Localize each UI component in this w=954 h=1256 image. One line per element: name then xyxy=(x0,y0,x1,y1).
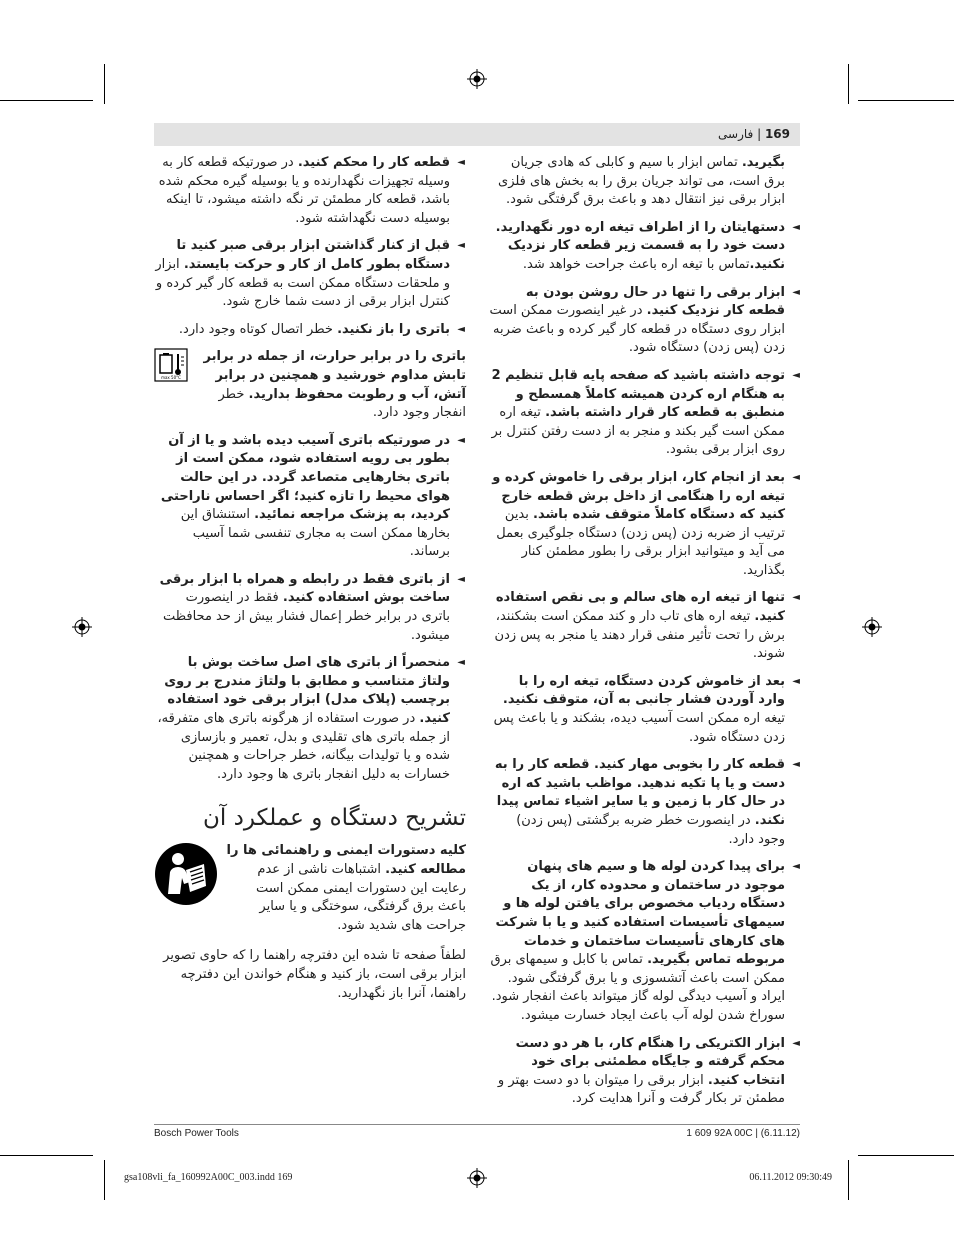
crop-mark xyxy=(104,64,105,104)
safety-item xyxy=(488,589,801,663)
bullet-triangle-icon: ◄ xyxy=(457,157,465,168)
safety-item xyxy=(488,673,801,747)
safety-item-text: ابزار و ملحقات دستگاه ممکن است به قطعه کار گیر کرده و کنترل ابزار برقی از دست شما خارج شود. xyxy=(155,256,450,310)
safety-item-bold: باتری را باز نکنید. xyxy=(337,321,450,337)
warning-text: خطر انفجار وجود دارد. xyxy=(218,386,466,421)
bullet-triangle-icon: ◄ xyxy=(457,323,465,335)
bullet-triangle-icon: ◄ xyxy=(457,573,465,585)
safety-item-text: فقط در اینصورت باتری در برابر خطر إعمال فشار بیش از حد محافظت میشود. xyxy=(162,590,450,643)
slug-file-name: gsa108vli_fa_160992A00C_003.indd 169 xyxy=(124,1172,293,1183)
safety-item xyxy=(488,469,801,581)
safety-item xyxy=(488,219,801,275)
read-manual-notice xyxy=(154,842,466,935)
safety-item-text: تماس با کابل و سیمهای برق ممکن است باعث آتشسوزی و یا برق گرفتگی شود. ایراد و آسیب دیدگی لوله گاز میتواند باعث انفجار شود. سوراخ شدن لوله آب باعث ایجاد خسارت میشود. xyxy=(490,952,785,1023)
footer-divider xyxy=(154,1124,800,1125)
battery-heat-warning xyxy=(154,348,466,422)
slug-date: 06.11.2012 09:30:49 xyxy=(749,1172,832,1183)
crop-mark xyxy=(104,1160,105,1200)
bullet-triangle-icon: ◄ xyxy=(792,861,800,873)
safety-item-text: در اینصورت خطر ضربه برگشتی (پس زدن) وجود دارد. xyxy=(516,813,785,847)
left-column xyxy=(154,154,466,1012)
safety-item xyxy=(488,284,801,358)
footer-doc-code: 1 609 92A 00C | (6.11.12) xyxy=(686,1128,800,1139)
page-header xyxy=(154,123,800,146)
safety-item-text: خطر اتصال کوتاه وجود دارد. xyxy=(178,321,338,337)
safety-item-text: تیغه اره ممکن است آسیب دیده، بشکند و یا باعث پس زدن دستگاه شود. xyxy=(493,711,785,745)
registration-mark-icon xyxy=(467,1168,487,1188)
safety-item xyxy=(154,571,466,645)
registration-mark-icon xyxy=(467,69,487,89)
safety-item-bold: از باتری فقط در رابطه و همراه با ابزار برقی ساخت بوش استفاده کنید. xyxy=(159,571,450,606)
page-number: 169 xyxy=(764,127,790,141)
manual-notice-bold: کلیه دستورات ایمنی و راهنمائی ها را مطالعه کنید. xyxy=(226,843,466,877)
safety-item xyxy=(488,367,801,460)
bullet-triangle-icon: ◄ xyxy=(792,471,800,483)
bullet-triangle-icon: ◄ xyxy=(792,286,800,298)
safety-item-bold: قطعه کار را بخوبی مهار کنید. قطعه کار را به دست و یا پا تکیه ندهید. مواظب باشید که اره در حال کار با زمین و یا سایر اشیاء تماس پیدا نکند. xyxy=(494,757,785,828)
bullet-triangle-icon: ◄ xyxy=(792,1037,800,1049)
bullet-triangle-icon: ◄ xyxy=(792,675,800,687)
safety-item xyxy=(488,756,801,849)
safety-item xyxy=(154,654,466,784)
safety-item-bold: در صورتیکه باتری آسیب دیده باشد و یا از آن بطور بی رویه استفاده شود، ممکن است از باتری بخارهایی متصاعد گردد. در این حالت هوای محیط را تازه کنید؛ اگر احساس ناراحتی کردید، به پزشک مراجعه نمائید. xyxy=(160,432,450,523)
battery-temperature-icon xyxy=(154,348,188,382)
manual-notice-text: اشتباهات ناشی از عدم رعایت این دستورات ایمنی ممکن است باعث برق گرفتگی، سوختگی و یا سایر جراحت های شدید شود. xyxy=(256,862,466,933)
crop-mark xyxy=(858,1155,954,1156)
bullet-triangle-icon: ◄ xyxy=(457,434,465,446)
safety-item-text: تماس ابزار با سیم و کابلی که هادی جریان برق است، می تواند جریان برق را به بخش های فلزی ابزار برقی نیز انتقال دهد و باعث برق گرفتگی شود. xyxy=(498,155,785,208)
safety-item xyxy=(488,154,801,210)
safety-item-bold: قطعه کار را محکم کنید. xyxy=(297,155,450,170)
footer-brand: Bosch Power Tools xyxy=(154,1128,239,1139)
registration-mark-icon xyxy=(72,617,92,637)
safety-item-bold: توجه داشته باشید که صفحه پایه قابل تنظیم 2 به هنگام اره کردن همیشه کاملاً همسطح و منطبق به قطعه کار قرار داشته باشد. xyxy=(491,367,785,421)
registration-mark-icon xyxy=(862,617,882,637)
bullet-triangle-icon: ◄ xyxy=(792,759,800,771)
safety-item-bold: ابزار الکتریکی را هنگام کار، با هر دو دست محکم گرفته و جایگاه مطمئنی برای خود انتخاب کنید. xyxy=(515,1035,785,1088)
bullet-triangle-icon: ◄ xyxy=(792,592,800,604)
bullet-triangle-icon: ◄ xyxy=(792,369,800,381)
safety-item xyxy=(154,237,466,311)
safety-item-text: استنشاق این بخارها ممکن است به مجاری تنفسی شما آسیب برساند. xyxy=(180,507,450,560)
safety-item-text: در صورتیکه قطعه کار به وسیله تجهیزات نگهدارنده و یا بوسیله گیره محکم شده باشد، قطعه کار مطمئن تر نگه داشته میشود، تا اینکه بوسیله دست نگهداشته شود. xyxy=(158,155,450,226)
safety-item xyxy=(154,154,466,228)
section-title: تشریح دستگاه و عملکرد آن xyxy=(203,805,466,832)
crop-mark xyxy=(0,100,93,101)
bullet-triangle-icon: ◄ xyxy=(792,221,800,233)
closing-paragraph: لطفاً صفحه تا شده این دفترچه راهنما را که حاوی تصویر ابزار برقی است، باز کنید و هنگام خواندن این دفترچه راهنما، آنرا باز نگهدارید. xyxy=(163,948,466,1001)
crop-mark xyxy=(0,1155,93,1156)
crop-mark xyxy=(848,64,849,104)
page-header-text: 169 | فارسی xyxy=(718,127,790,141)
safety-item xyxy=(488,858,801,1025)
safety-item-bold: بعد از انجام کار، ابزار برقی را خاموش کرده و تیغه اره را هنگامی از داخل برش قطعه خارج کنید که دستگاه کاملاً متوقف شده باشد. xyxy=(492,469,785,523)
safety-item-bold: ابزار برقی را تنها در حال روشن بودن به قطعه کار نزدیک کنید. xyxy=(525,284,785,319)
crop-mark xyxy=(848,1160,849,1200)
page-language: فارسی xyxy=(718,127,754,141)
safety-item-bold: منحصراً از باتری های اصل ساخت بوش با ولتاژ متناسب و مطابق با ولتاژ مندرج بر روی برچسب (پلاک مدل) ابزار برقی خود استفاده کنید. xyxy=(164,655,450,727)
bullet-triangle-icon: ◄ xyxy=(457,657,465,669)
safety-item-text: تیغه اره های تاب دار و کند ممکن است بشکنند، برش را تحت تأثیر منفی قرار دهند یا منجر به پس زدن شوند. xyxy=(494,609,785,662)
safety-item-text: ابزار برقی را میتوان با دو دست بهتر و مطمئن تر بکار گرفت و آنرا هدایت کرد. xyxy=(497,1072,785,1107)
safety-item-bold: قبل از کنار گذاشتن ابزار برقی صبر کنید تا دستگاه بطور کامل از کار و حرکت بایستد. xyxy=(176,238,450,272)
safety-item-text: در صورت استفاده از هرگونه باتری های متفرقه، از جمله باتری های تقلیدی و بدل، تعمیر و بازسازی شده و یا تولیدات بیگانه، خطر جراحات و همچنین خسارات به دلیل انفجار باتری ها وجود دارد. xyxy=(157,711,450,782)
bullet-triangle-icon: ◄ xyxy=(457,240,465,252)
warning-bold: باتری را در برابر حرارت، از جمله در برابر تابش مداوم خورشید و همچنین در برابر آتش، آب و رطوبت محفوظ بدارید. xyxy=(203,349,466,402)
safety-item-bold: تنها از تیغه اره های سالم و بی نقص استفاده کنید. xyxy=(495,590,785,625)
safety-item-bold: دستهایتان را از اطراف تیغه اره دور نگهدارید. دست خود را به قسمت زیر قطعه کار نزدیک نکنید. xyxy=(495,219,785,272)
battery-icon-label: max 50°C xyxy=(161,375,181,381)
right-column xyxy=(488,154,801,1118)
safety-item-bold: برای پیدا کردن لوله ها و سیم های پنهان موجود در ساختمان و محدوده کار، از یک دستگاه ردیاب مخصوص برای یافتن لوله ها و سیمهای تأسیسات استفاده کنید و یا با شرکت های کارهای تأسیسات ساختمان و خدمات مربوطه تماس بگیرید. xyxy=(495,859,785,968)
safety-item-bold: بگیرید. xyxy=(741,155,785,170)
safety-item xyxy=(154,432,466,562)
safety-item-text: بدین ترتیب از ضربه زدن (پس زدن) دستگاه جلوگیری بعمل می آید و میتوانید ابزار برقی را بطور مطمئن کنار بگذارید. xyxy=(496,507,785,578)
safety-item xyxy=(488,1035,801,1109)
safety-item-bold: بعد از خاموش کردن دستگاه، تیغه اره را با وارد آوردن فشار جانبی به آن، متوقف نکنید. xyxy=(502,673,785,708)
safety-item xyxy=(154,321,466,340)
safety-item-text: در غیر اینصورت ممکن است ابزار روی دستگاه در قطعه کار گیر کرده و باعث ضربه زدن (پس زدن) دستگاه شود. xyxy=(489,303,785,356)
read-manual-icon xyxy=(154,842,218,906)
safety-item-text: تیغه اره ممکن است گیر بکند و منجر به از دست رفتن کنترل بر روی ابزار برقی بشود. xyxy=(491,405,785,458)
safety-item-text: تماس با تیغه اره باعث جراحت خواهد شد. xyxy=(522,256,750,272)
crop-mark xyxy=(858,100,954,101)
